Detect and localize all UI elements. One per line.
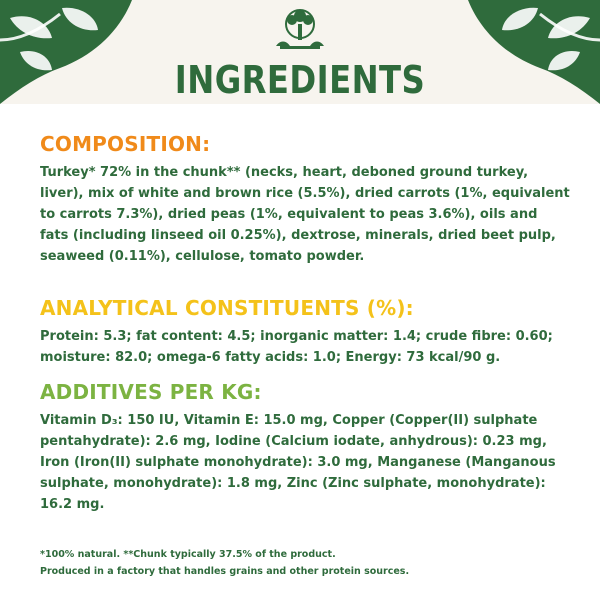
footnote-natural: *100% natural. **Chunk typically 37.5% of the product.: [40, 549, 336, 560]
analytical-constituents-section: [40, 296, 570, 368]
page-title: INGREDIENTS: [174, 58, 426, 102]
analytical-constituents-heading: ANALYTICAL CONSTITUENTS (%):: [40, 296, 414, 320]
additives-text: Vitamin D₃: 150 IU, Vitamin E: 15.0 mg, Copper (Copper(II) sulphate pentahydrate): 2.6 mg, Iodine (Calcium iodate, anhydrous): 0.23 mg, Iron (Iron(II) sulphate monohydrate): 3.0 mg, Manganese (Manganous sulphate, monohydrate): 1.8 mg, Zinc (Zinc sulphate, monohydrate): 16.2 mg.: [40, 413, 556, 512]
composition-text: Turkey* 72% in the chunk** (necks, heart, deboned ground turkey, liver), mix of white and brown rice (5.5%), dried carrots (1%, equivalent to carrots 7.3%), dried peas (1%, equivalent to peas 3.6%), oils and fats (including linseed oil 0.25%), dextrose, minerals, dried beet pulp, seaweed (0.11%), cellulose, tomato powder.: [40, 165, 570, 264]
tree-animals-logo-icon: [270, 8, 330, 54]
analytical-constituents-text: Protein: 5.3; fat content: 4.5; inorganic matter: 1.4; crude fibre: 0.60; moisture: 82.0; omega-6 fatty acids: 1.0; Energy: 73 kcal/90 g.: [40, 329, 553, 365]
footnote-factory: Produced in a factory that handles grains and other protein sources.: [40, 566, 410, 577]
header: [0, 0, 600, 104]
additives-section: [40, 380, 570, 515]
composition-section: [40, 132, 570, 267]
additives-heading: ADDITIVES PER KG:: [40, 380, 262, 404]
composition-heading: COMPOSITION:: [40, 132, 211, 156]
footnotes: [40, 546, 580, 580]
